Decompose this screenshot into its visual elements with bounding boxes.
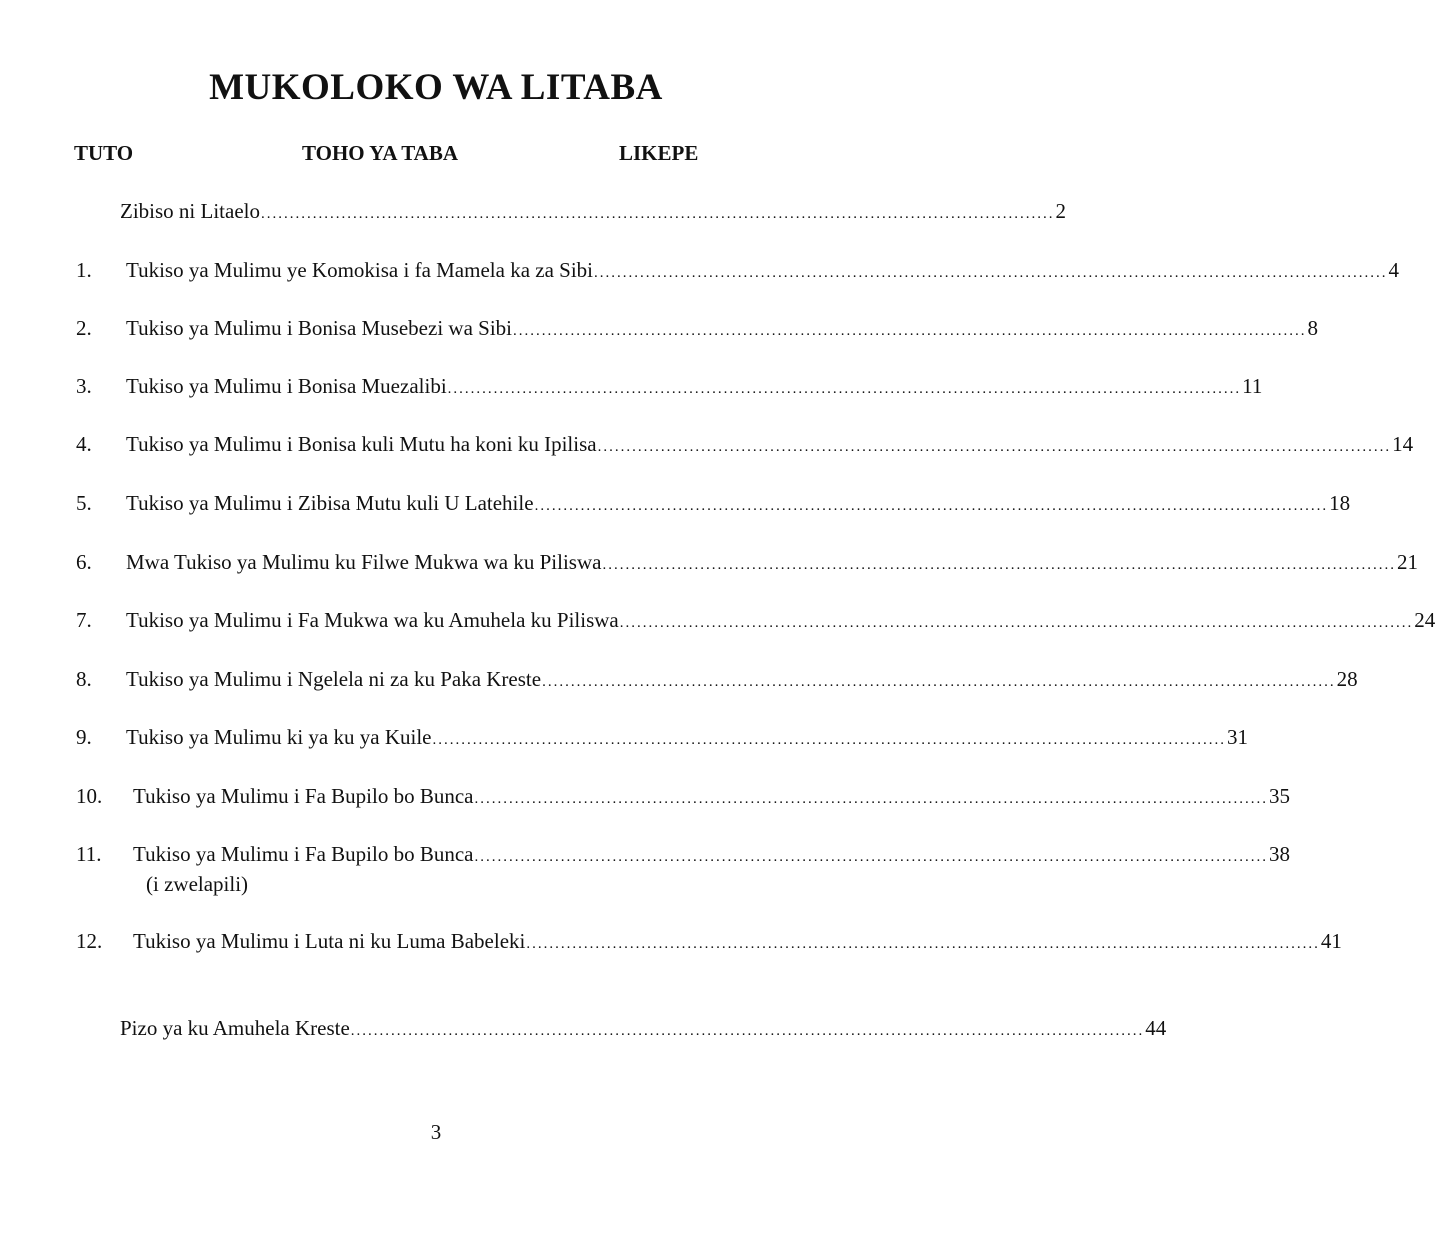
toc-entry-title: Tukiso ya Mulimu i Ngelela ni za ku Paka Kreste [126, 667, 542, 691]
dot-leader: .......................................................................................................................................... [597, 439, 1392, 455]
dot-leader: .......................................................................................................................................... [602, 557, 1396, 573]
dot-leader: .......................................................................................................................................... [350, 1023, 1145, 1039]
dot-leader: .......................................................................................................................................... [594, 265, 1388, 281]
toc-entry-page: 41 [1320, 929, 1342, 953]
dot-leader: .......................................................................................................................................... [619, 615, 1414, 631]
dot-leader: .......................................................................................................................................... [474, 791, 1269, 807]
toc-entry-subtitle: (i zwelapili) [146, 872, 249, 896]
toc-entry-title: Tukiso ya Mulimu ye Komokisa i fa Mamela ka za Sibi [126, 258, 594, 282]
dot-leader: .......................................................................................................................................... [534, 498, 1329, 514]
toc-entry-number: 3. [76, 374, 92, 398]
page-number: 3 [430, 1120, 442, 1144]
dot-leader: .......................................................................................................................................... [432, 732, 1226, 748]
toc-entry-number: 6. [76, 550, 92, 574]
column-header-likepe: LIKEPE [619, 141, 699, 165]
toc-entry-number: 7. [76, 608, 92, 632]
toc-entry-number: 11. [76, 842, 102, 866]
toc-entry-number: 2. [76, 316, 92, 340]
toc-entry-number: 12. [76, 929, 103, 953]
toc-entry-title: Tukiso ya Mulimu i Zibisa Mutu kuli U Latehile [126, 491, 534, 515]
toc-entry-title: Tukiso ya Mulimu i Bonisa Muezalibi [126, 374, 447, 398]
toc-entry-page: 21 [1396, 550, 1418, 574]
dot-leader: .......................................................................................................................................... [513, 323, 1307, 339]
dot-leader: .......................................................................................................................................... [260, 206, 1055, 222]
toc-entry-title: Tukiso ya Mulimu ki ya ku ya Kuile [126, 725, 432, 749]
toc-entry-page: 35 [1269, 784, 1291, 808]
toc-entry-number: 10. [76, 784, 103, 808]
toc-entry-page: 28 [1336, 667, 1358, 691]
toc-entry-title: Tukiso ya Mulimu i Bonisa Musebezi wa Sibi [126, 316, 512, 340]
toc-entry-page: 4 [1388, 258, 1400, 282]
column-header-tuto: TUTO [74, 141, 134, 165]
dot-leader: .......................................................................................................................................... [447, 381, 1242, 397]
toc-entry-page: 44 [1145, 1016, 1167, 1040]
toc-entry-title: Tukiso ya Mulimu i Fa Mukwa wa ku Amuhela ku Piliswa [126, 608, 619, 632]
toc-entry-number: 8. [76, 667, 92, 691]
toc-entry-page: 18 [1329, 491, 1351, 515]
page-title: MUKOLOKO WA LITABA [209, 67, 663, 108]
dot-leader: .......................................................................................................................................... [542, 674, 1336, 690]
toc-entry-page: 31 [1226, 725, 1248, 749]
toc-entry-title: Pizo ya ku Amuhela Kreste [120, 1016, 350, 1040]
toc-entry-page: 38 [1269, 842, 1291, 866]
dot-leader: .......................................................................................................................................... [474, 849, 1269, 865]
toc-entry-number: 5. [76, 491, 92, 515]
toc-entry-title: Tukiso ya Mulimu i Fa Bupilo bo Bunca [133, 784, 474, 808]
toc-entry-page: 8 [1307, 316, 1318, 340]
column-header-toho-ya-taba: TOHO YA TABA [302, 141, 459, 165]
toc-entry-title: Tukiso ya Mulimu i Luta ni ku Luma Babeleki [133, 929, 526, 953]
toc-entry-title: Mwa Tukiso ya Mulimu ku Filwe Mukwa wa ku Piliswa [126, 550, 602, 574]
toc-entry-page: 2 [1055, 199, 1066, 223]
toc-entry-number: 1. [76, 258, 92, 282]
toc-entry-title: Zibiso ni Litaelo [120, 199, 260, 223]
toc-entry-title: Tukiso ya Mulimu i Bonisa kuli Mutu ha koni ku Ipilisa [126, 432, 597, 456]
toc-entry-page: 14 [1392, 432, 1414, 456]
toc-entry-number: 9. [76, 725, 92, 749]
toc-entry-title: Tukiso ya Mulimu i Fa Bupilo bo Bunca [133, 842, 474, 866]
dot-leader: .......................................................................................................................................... [526, 936, 1320, 952]
toc-entry-number: 4. [76, 432, 92, 456]
toc-entry-page: 11 [1242, 374, 1263, 398]
toc-entry-page: 24 [1414, 608, 1435, 632]
